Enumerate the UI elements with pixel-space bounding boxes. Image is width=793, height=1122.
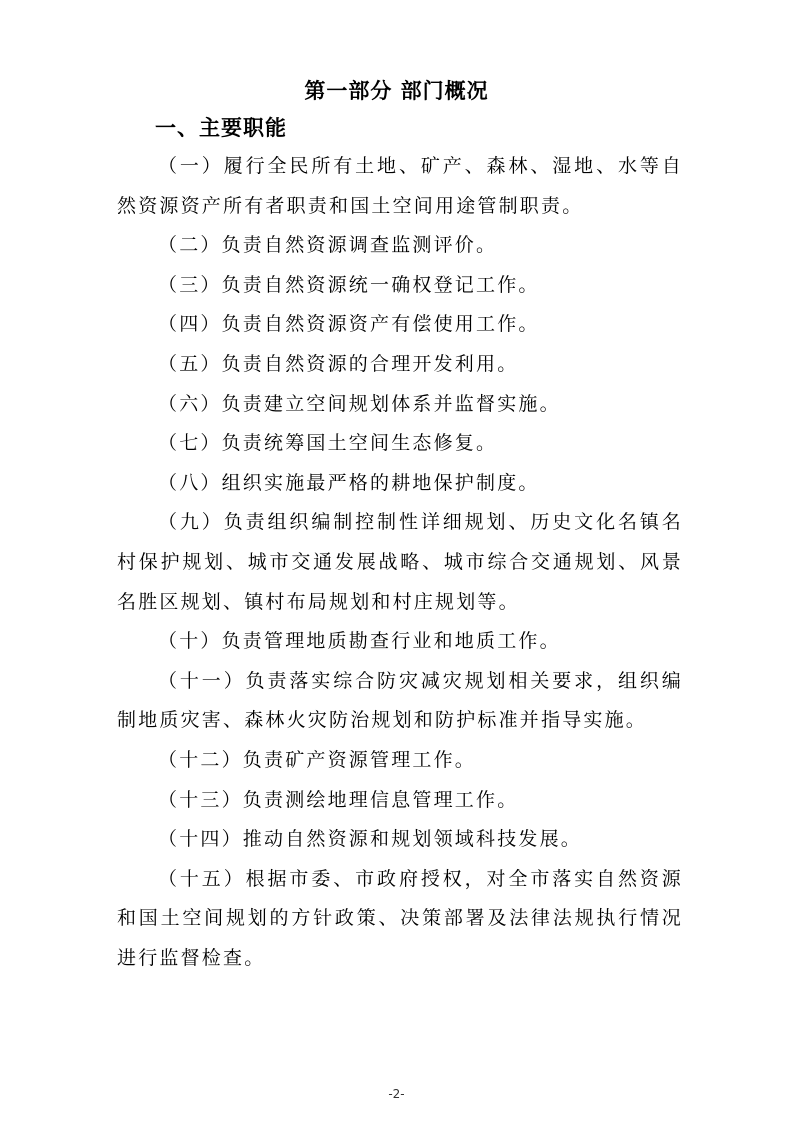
paragraph-item-5: （五）负责自然资源的合理开发利用。	[158, 352, 519, 375]
paragraph-item-15: （十五）根据市委、市政府授权，对全市落实自然资源和国土空间规划的方针政策、决策部署及法律法规执行情况进行监督检查。	[117, 867, 683, 969]
page-title: 第一部分 部门概况	[304, 79, 489, 103]
paragraph-item-6: （六）负责建立空间规划体系并监督实施。	[158, 392, 561, 415]
paragraph-item-13: （十三）负责测绘地理信息管理工作。	[158, 788, 519, 811]
paragraph-item-4: （四）负责自然资源资产有偿使用工作。	[158, 313, 540, 336]
paragraph-item-11: （十一）负责落实综合防灾减灾规划相关要求，组织编制地质灾害、森林火灾防治规划和防护标准并指导实施。	[117, 669, 683, 732]
paragraph-item-12: （十二）负责矿产资源管理工作。	[158, 748, 477, 771]
paragraph-item-10: （十）负责管理地质勘查行业和地质工作。	[158, 630, 561, 653]
paragraph-item-8: （八）组织实施最严格的耕地保护制度。	[158, 471, 540, 494]
page-number: -2-	[388, 1087, 405, 1101]
paragraph-item-2: （二）负责自然资源调查监测评价。	[158, 234, 498, 257]
paragraph-item-9: （九）负责组织编制控制性详细规划、历史文化名镇名村保护规划、城市交通发展战略、城市综合交通规划、风景名胜区规划、镇村布局规划和村庄规划等。	[117, 511, 683, 613]
paragraph-item-3: （三）负责自然资源统一确权登记工作。	[158, 273, 540, 296]
paragraph-item-7: （七）负责统筹国土空间生态修复。	[158, 432, 498, 455]
section-heading: 一、主要职能	[155, 116, 287, 140]
paragraph-item-14: （十四）推动自然资源和规划领域科技发展。	[158, 828, 583, 851]
paragraph-item-1: （一）履行全民所有土地、矿产、森林、湿地、水等自然资源资产所有者职责和国土空间用途管制职责。	[117, 155, 683, 217]
document-body	[117, 147, 683, 978]
